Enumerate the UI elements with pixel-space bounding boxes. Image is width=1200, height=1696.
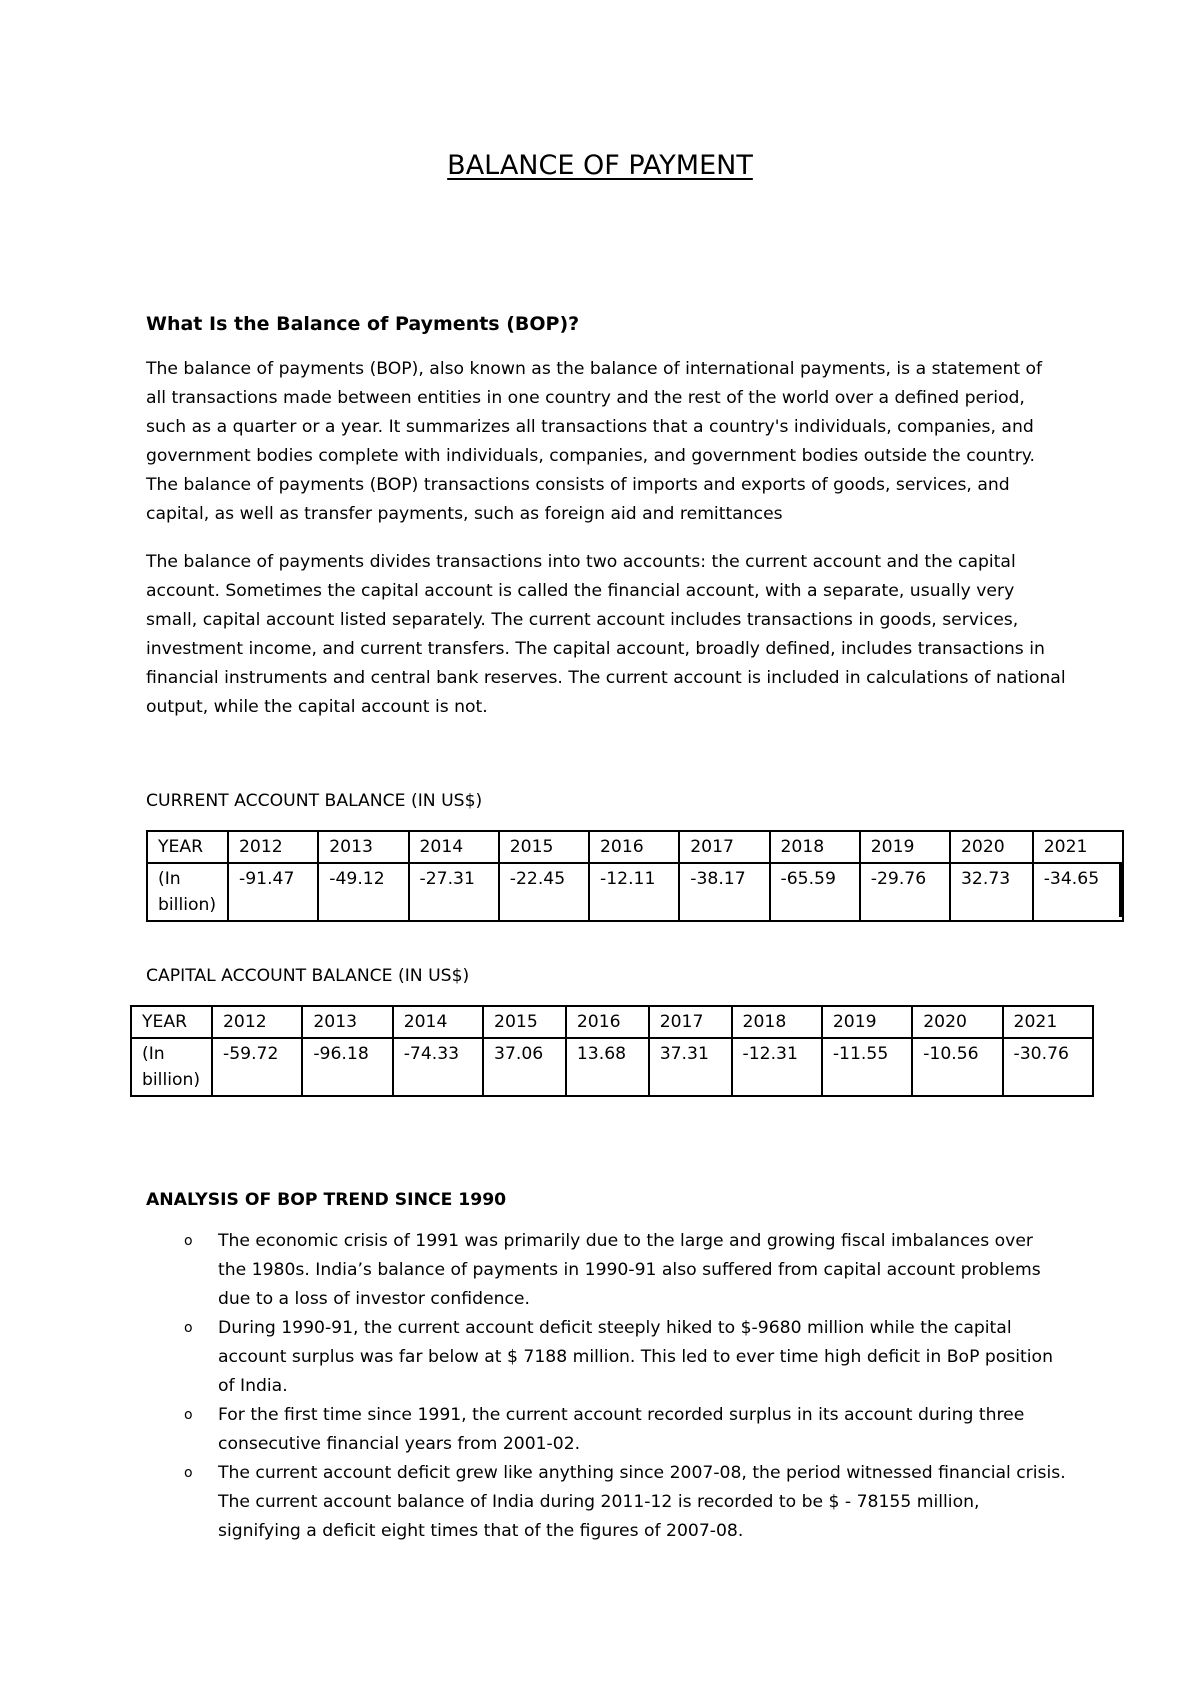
table-cell: -12.31 [732, 1038, 822, 1096]
table-cell: 13.68 [566, 1038, 649, 1096]
table-cell: YEAR [131, 1006, 212, 1038]
table-cell: -30.76 [1003, 1038, 1093, 1096]
table-cell: -38.17 [679, 863, 769, 921]
table-cell: 2012 [212, 1006, 302, 1038]
table-cell: -65.59 [770, 863, 860, 921]
table-cell: (In billion) [131, 1038, 212, 1096]
bullet-icon: o [184, 1320, 193, 1336]
table-cell: 37.31 [649, 1038, 732, 1096]
table-cell: 2016 [589, 831, 679, 863]
table-cell: 2014 [393, 1006, 483, 1038]
table-cell: 37.06 [483, 1038, 566, 1096]
table-cell: -49.12 [318, 863, 408, 921]
table-cell: 2016 [566, 1006, 649, 1038]
table-cell: 2013 [318, 831, 408, 863]
table-cell: 2021 [1003, 1006, 1093, 1038]
bullet-icon: o [184, 1233, 193, 1249]
bullet-icon: o [184, 1465, 193, 1481]
table-cell: -11.55 [822, 1038, 912, 1096]
paragraph-accounts: The balance of payments divides transactions into two accounts: the current account and the capital account. Sometimes the capital account is called the financial account, with a separate, usually very small, capital account listed separately. The current account includes transactions in goods, services, investment income, and current transfers. The capital account, broadly defined, includes transactions in financial instruments and central bank reserves. The current account is included in calculations of national output, while the capital account is not. [146, 552, 1066, 717]
list-item [146, 1227, 1066, 1314]
table-row [147, 863, 1123, 921]
analysis-heading: ANALYSIS OF BOP TREND SINCE 1990 [146, 1190, 507, 1210]
table-cell: 2021 [1033, 831, 1123, 863]
table-cell: YEAR [147, 831, 228, 863]
table-cell: 2013 [302, 1006, 392, 1038]
table-cell: -91.47 [228, 863, 318, 921]
paragraph-definition: The balance of payments (BOP), also known as the balance of international payments, is a statement of all transactions made between entities in one country and the rest of the world over a defined period, such as a quarter or a year. It summarizes all transactions that a country's individuals, companies, and government bodies complete with individuals, companies, and government bodies outside the country. The balance of payments (BOP) transactions consists of imports and exports of goods, services, and capital, as well as transfer payments, such as foreign aid and remittances [146, 359, 1043, 524]
table-header-row [131, 1006, 1093, 1038]
table-cell: -96.18 [302, 1038, 392, 1096]
table-cell: 2012 [228, 831, 318, 863]
list-item-text: The economic crisis of 1991 was primarily due to the large and growing fiscal imbalances over the 1980s. India’s balance of payments in 1990-91 also suffered from capital account problems due to a loss of investor confidence. [218, 1231, 1041, 1309]
table-cell: 2020 [912, 1006, 1002, 1038]
margin-bar [1119, 862, 1122, 917]
table-cell: 2019 [860, 831, 950, 863]
table-cell: 2015 [499, 831, 589, 863]
table-row [131, 1038, 1093, 1096]
table-cell: -27.31 [409, 863, 499, 921]
section-heading-bop: What Is the Balance of Payments (BOP)? [146, 313, 580, 335]
table-cell: -59.72 [212, 1038, 302, 1096]
list-item-text: For the first time since 1991, the current account recorded surplus in its account during three consecutive financial years from 2001-02. [218, 1405, 1025, 1454]
list-item [146, 1314, 1066, 1401]
table-cell: 2014 [409, 831, 499, 863]
list-item [146, 1401, 1066, 1459]
list-item [146, 1459, 1066, 1546]
table-cell: 2020 [950, 831, 1033, 863]
current-account-caption: CURRENT ACCOUNT BALANCE (IN US$) [146, 791, 483, 811]
document-title: BALANCE OF PAYMENT [447, 150, 753, 181]
list-item-text: During 1990-91, the current account deficit steeply hiked to $-9680 million while the capital account surplus was far below at $ 7188 million. This led to ever time high deficit in BoP position of India. [218, 1318, 1053, 1396]
bullet-icon: o [184, 1407, 193, 1423]
current-account-table [146, 830, 1124, 922]
table-header-row [147, 831, 1123, 863]
table-cell: -29.76 [860, 863, 950, 921]
table-cell: 2019 [822, 1006, 912, 1038]
table-cell: 2017 [679, 831, 769, 863]
table-cell: (In billion) [147, 863, 228, 921]
table-cell: 2017 [649, 1006, 732, 1038]
table-cell: 2018 [732, 1006, 822, 1038]
table-cell: 32.73 [950, 863, 1033, 921]
table-cell: 2015 [483, 1006, 566, 1038]
table-cell: -12.11 [589, 863, 679, 921]
table-cell: 2018 [770, 831, 860, 863]
table-cell: -74.33 [393, 1038, 483, 1096]
capital-account-caption: CAPITAL ACCOUNT BALANCE (IN US$) [146, 966, 470, 986]
table-cell: -22.45 [499, 863, 589, 921]
list-item-text: The current account deficit grew like anything since 2007-08, the period witnessed financial crisis. The current account balance of India during 2011-12 is recorded to be $ - 78155 million, signifying a deficit eight times that of the figures of 2007-08. [218, 1463, 1066, 1541]
analysis-list [146, 1227, 1066, 1546]
table-cell: -34.65 [1033, 863, 1123, 921]
capital-account-table [130, 1005, 1094, 1097]
table-cell: -10.56 [912, 1038, 1002, 1096]
